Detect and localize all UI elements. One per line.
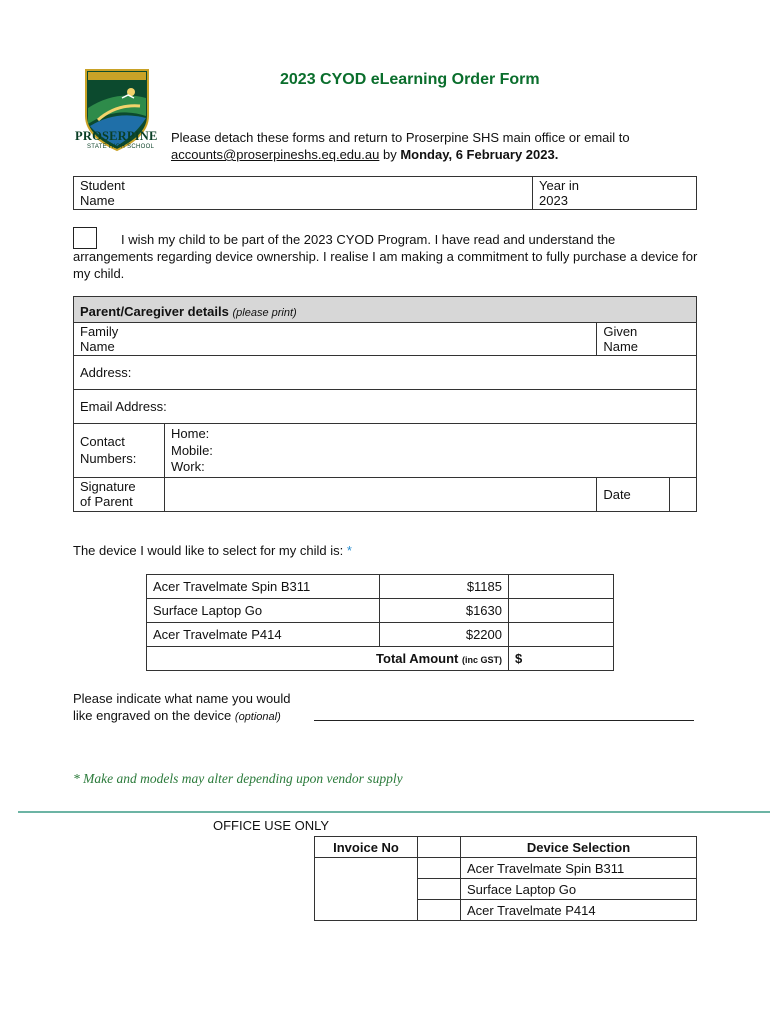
total-amount-field[interactable] [509,647,614,671]
student-table [73,176,697,210]
device-name: Acer Travelmate Spin B311 [147,575,380,599]
parent-details-table [73,296,697,512]
required-marker: * [346,543,352,558]
device-select-field[interactable] [509,623,614,647]
total-note: (inc GST) [462,655,502,665]
parent-header-title: Parent/Caregiver details [80,304,229,319]
office-use-label: OFFICE USE ONLY [213,818,330,833]
intro-by: by [382,147,397,162]
device-intro-text: The device I would like to select for my child is: [73,543,344,558]
total-row [147,647,614,671]
device-row [147,623,614,647]
deadline: Monday, 6 February 2023. [400,147,559,162]
family-name-field[interactable] [74,323,597,356]
signature-label: Signature of Parent [80,478,136,509]
family-name-label: Family Name [80,324,119,354]
device-intro [73,543,352,558]
device-price: $2200 [380,623,509,647]
signature-field[interactable] [165,477,597,511]
engrave-line2: like engraved on the device [73,708,232,723]
office-check-cell[interactable] [418,837,461,858]
device-table [146,574,614,671]
student-name-label: Student Name [80,178,125,208]
parent-header-note: (please print) [232,307,297,319]
address-field[interactable] [74,356,697,390]
engrave-optional: (optional) [234,711,281,723]
consent-text: I wish my child to be part of the 2023 CYOD Program. I have read and understand the arrangements regarding device ownership. I realise I am making a commitment to fully purchase a device for my child. [73,232,698,281]
total-currency: $ [515,651,523,666]
office-device-item: Acer Travelmate Spin B311 [461,858,697,879]
office-device-item: Surface Laptop Go [461,879,697,900]
device-price: $1185 [380,575,509,599]
signature-cell [74,477,165,511]
date-field[interactable] [670,478,696,511]
device-select-field[interactable] [509,599,614,623]
year-label: Year in 2023 [539,178,579,208]
office-device-item: Acer Travelmate P414 [461,900,697,921]
home-label: Home: [171,426,210,441]
device-row [147,575,614,599]
office-check-cell[interactable] [418,879,461,900]
school-subtitle: STATE HIGH SCHOOL [87,144,155,150]
date-label: Date [603,486,631,502]
intro-paragraph [171,129,711,163]
address-label: Address: [80,365,132,380]
email-field[interactable] [74,390,697,424]
device-row [147,599,614,623]
email-label: Email Address: [80,399,167,414]
contact-numbers-field[interactable] [165,424,697,478]
year-field[interactable] [533,177,697,210]
invoice-header: Invoice No [315,837,418,858]
parent-header [74,297,697,323]
office-use-table [314,836,697,921]
device-name: Surface Laptop Go [147,599,380,623]
device-name: Acer Travelmate P414 [147,623,380,647]
given-name-label: Given Name [603,324,639,354]
office-check-cell[interactable] [418,858,461,879]
device-price: $1630 [380,599,509,623]
work-label: Work: [171,459,205,474]
section-divider [18,811,770,813]
invoice-number-field[interactable] [315,858,418,921]
total-label-cell [147,647,509,671]
date-cell [597,477,697,511]
student-name-field[interactable] [74,177,533,210]
intro-text: Please detach these forms and return to Proserpine SHS main office or email to [171,130,630,145]
date-label-cell [597,478,670,511]
given-name-field[interactable] [597,323,697,356]
engrave-prompt [73,690,291,726]
mobile-label: Mobile: [171,442,213,458]
school-name: PROSERPINE [75,129,158,143]
device-selection-header: Device Selection [461,837,697,858]
contact-numbers-label: Contact Numbers: [80,434,137,467]
contact-numbers-cell [74,424,165,478]
page-title: 2023 CYOD eLearning Order Form [280,71,540,88]
office-check-cell[interactable] [418,900,461,921]
device-select-field[interactable] [509,575,614,599]
engrave-line1: Please indicate what name you would [73,691,291,706]
vendor-disclaimer: * Make and models may alter depending upon vendor supply [73,771,403,786]
engrave-name-input[interactable] [314,720,694,721]
total-label: Total Amount [376,651,459,666]
consent-checkbox[interactable] [73,227,97,249]
email-link[interactable]: accounts@proserpineshs.eq.edu.au [171,147,380,162]
